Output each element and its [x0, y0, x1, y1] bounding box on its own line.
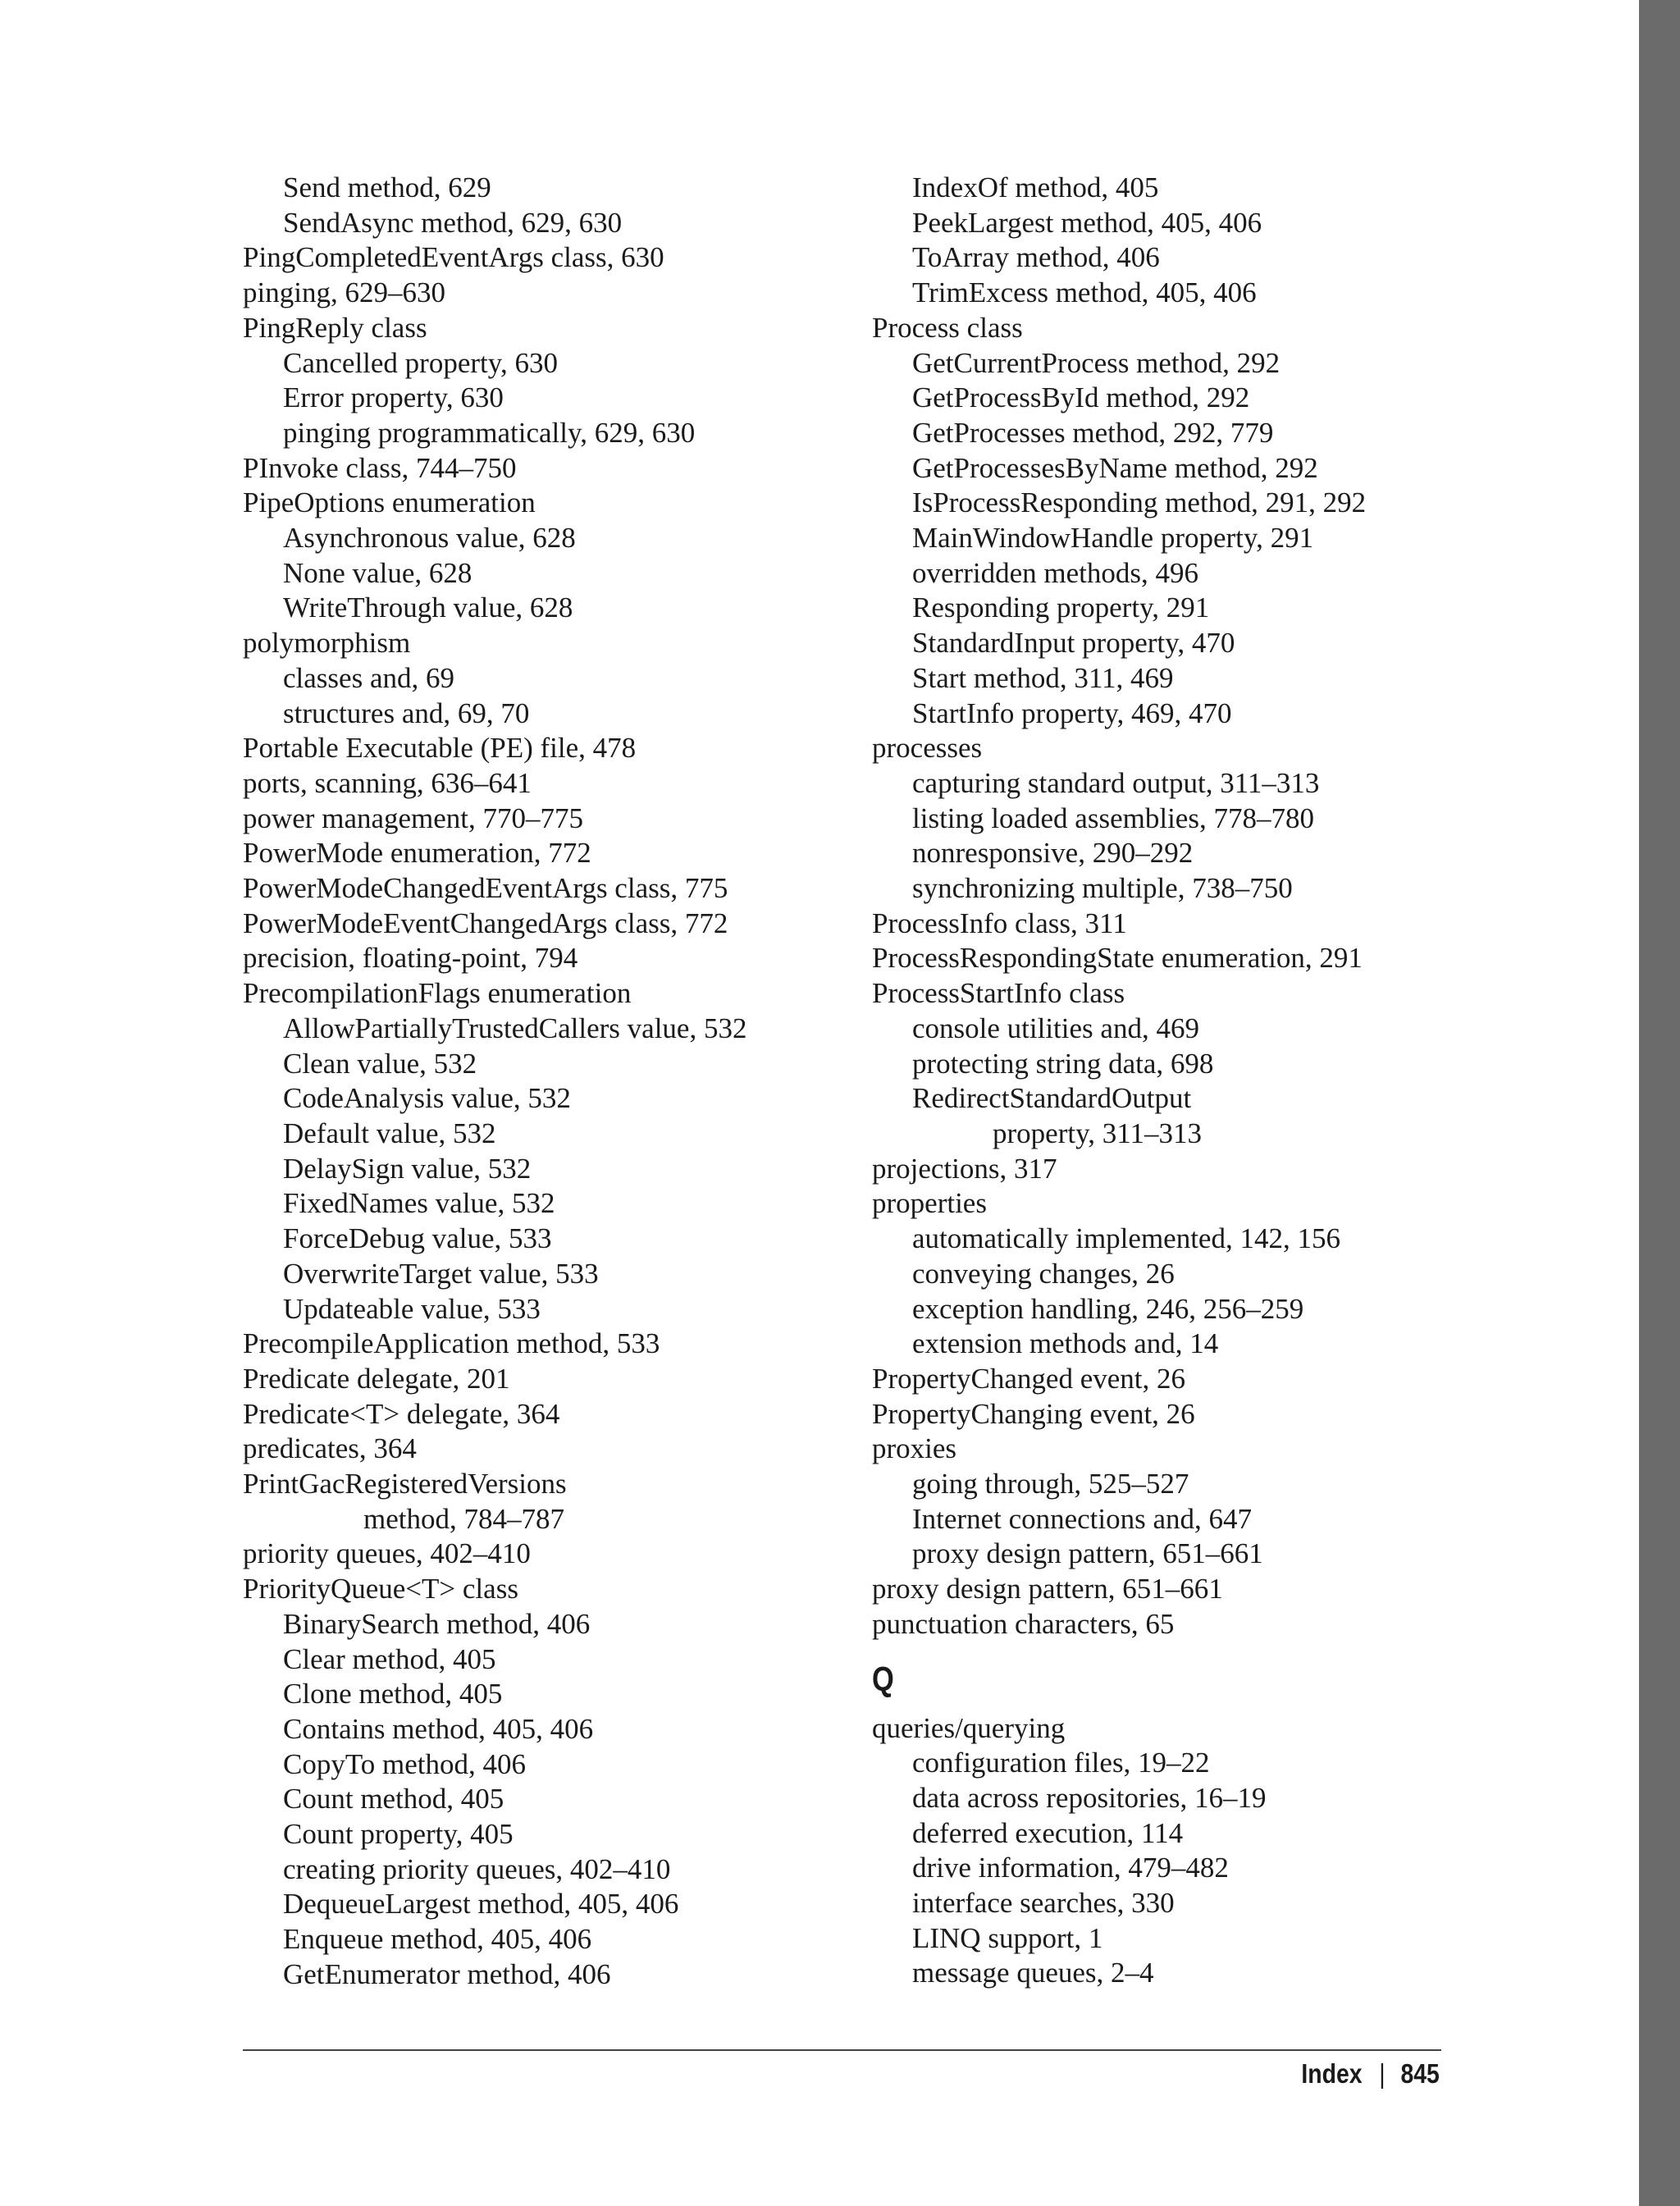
index-entry: ProcessInfo class, 311: [872, 907, 1127, 939]
index-subentry: message queues, 2–4: [912, 1957, 1154, 1989]
index-subentry: StartInfo property, 469, 470: [912, 697, 1232, 729]
index-entry: queries/querying: [872, 1711, 1066, 1744]
index-column-right: [872, 171, 1479, 1991]
index-subentry: OverwriteTarget value, 533: [283, 1257, 599, 1290]
index-entry: Predicate delegate, 201: [243, 1362, 510, 1395]
index-entries-q: [872, 1711, 1479, 1992]
index-entry: Portable Executable (PE) file, 478: [243, 732, 637, 765]
index-subentry: IndexOf method, 405: [912, 171, 1159, 203]
index-subentry: Default value, 532: [283, 1117, 496, 1149]
index-subentry: Clone method, 405: [283, 1678, 503, 1710]
index-entry: projections, 317: [872, 1152, 1057, 1185]
index-entry: pinging, 629–630: [243, 276, 445, 309]
index-entry: PowerModeChangedEventArgs class, 775: [243, 872, 728, 905]
index-column-left: [243, 171, 850, 1993]
footer-divider: [243, 2049, 1441, 2051]
index-entry: PipeOptions enumeration: [243, 486, 536, 519]
index-subentry: DequeueLargest method, 405, 406: [283, 1888, 679, 1921]
index-subentry: structures and, 69, 70: [283, 697, 530, 729]
index-subentry: Count method, 405: [283, 1783, 504, 1815]
index-subentry: drive information, 479–482: [912, 1852, 1229, 1884]
index-subentry: pinging programmatically, 629, 630: [283, 416, 696, 449]
index-subentry: protecting string data, 698: [912, 1047, 1214, 1080]
index-entry: PrecompilationFlags enumeration: [243, 977, 632, 1010]
index-entry: PowerModeEventChangedArgs class, 772: [243, 907, 728, 939]
index-entry: predicates, 364: [243, 1432, 417, 1465]
index-entry: priority queues, 402–410: [243, 1537, 531, 1570]
index-subentry: LINQ support, 1: [912, 1921, 1103, 1954]
index-subentry: DelaySign value, 532: [283, 1152, 532, 1185]
page-edge-bar: [1639, 0, 1680, 2206]
index-subentry: console utilities and, 469: [912, 1012, 1199, 1044]
index-subentry: Start method, 311, 469: [912, 661, 1174, 694]
index-entry: ProcessStartInfo class: [872, 977, 1125, 1010]
footer-section-label: Index: [1301, 2058, 1363, 2089]
index-subentry: method, 784–787: [363, 1502, 564, 1535]
index-subentry: MainWindowHandle property, 291: [912, 522, 1314, 555]
index-subentry: listing loaded assemblies, 778–780: [912, 802, 1314, 834]
index-subentry: WriteThrough value, 628: [283, 591, 573, 624]
index-subentry: synchronizing multiple, 738–750: [912, 872, 1293, 905]
index-subentry: Clear method, 405: [283, 1642, 496, 1675]
index-subentry: PeekLargest method, 405, 406: [912, 206, 1262, 239]
index-subentry: going through, 525–527: [912, 1468, 1189, 1500]
index-subentry: extension methods and, 14: [912, 1327, 1219, 1360]
index-subentry: Error property, 630: [283, 381, 504, 414]
index-subentry: Asynchronous value, 628: [283, 522, 576, 555]
index-subentry: Updateable value, 533: [283, 1292, 541, 1325]
index-subentry: creating priority queues, 402–410: [283, 1852, 671, 1885]
index-subentry: None value, 628: [283, 556, 472, 589]
index-subentry: interface searches, 330: [912, 1887, 1175, 1920]
index-subentry: FixedNames value, 532: [283, 1187, 555, 1220]
index-entries-p: [872, 171, 1479, 1642]
index-entry: proxies: [872, 1432, 957, 1465]
index-subentry: data across repositories, 16–19: [912, 1781, 1267, 1814]
index-subentry: Internet connections and, 647: [912, 1502, 1253, 1535]
page-number: 845: [1400, 2058, 1440, 2089]
index-entry: PropertyChanged event, 26: [872, 1362, 1185, 1395]
index-subentry: GetProcesses method, 292, 779: [912, 416, 1274, 449]
index-subentry: exception handling, 246, 256–259: [912, 1292, 1304, 1325]
index-subentry: Count property, 405: [283, 1818, 514, 1851]
index-subentry: SendAsync method, 629, 630: [283, 206, 623, 239]
index-subentry: classes and, 69: [283, 661, 454, 694]
index-entry: Predicate<T> delegate, 364: [243, 1397, 560, 1430]
index-subentry: ToArray method, 406: [912, 241, 1160, 274]
section-letter-heading: Q: [872, 1659, 894, 1698]
index-entry: PowerMode enumeration, 772: [243, 837, 591, 870]
index-subentry: GetCurrentProcess method, 292: [912, 346, 1281, 379]
index-subentry: conveying changes, 26: [912, 1257, 1175, 1290]
index-entry: ports, scanning, 636–641: [243, 766, 532, 799]
index-entry: Process class: [872, 311, 1023, 344]
index-entry: PrecompileApplication method, 533: [243, 1327, 660, 1360]
index-entry: punctuation characters, 65: [872, 1607, 1175, 1640]
index-subentry: Contains method, 405, 406: [283, 1712, 594, 1745]
index-entry: PrintGacRegisteredVersions: [243, 1468, 567, 1500]
index-subentry: nonresponsive, 290–292: [912, 837, 1194, 870]
index-entry: proxy design pattern, 651–661: [872, 1573, 1223, 1605]
index-subentry: Enqueue method, 405, 406: [283, 1923, 592, 1956]
index-subentry: automatically implemented, 142, 156: [912, 1222, 1340, 1255]
index-subentry: deferred execution, 114: [912, 1816, 1184, 1849]
index-subentry: StandardInput property, 470: [912, 627, 1235, 660]
index-entry: precision, floating-point, 794: [243, 942, 578, 975]
index-subentry: capturing standard output, 311–313: [912, 766, 1320, 799]
index-entry: PingCompletedEventArgs class, 630: [243, 241, 664, 274]
index-subentry: CodeAnalysis value, 532: [283, 1082, 571, 1115]
index-subentry: BinarySearch method, 406: [283, 1607, 591, 1640]
index-entry: properties: [872, 1187, 987, 1220]
index-entry: PingReply class: [243, 311, 427, 344]
index-subentry: CopyTo method, 406: [283, 1747, 527, 1780]
index-subentry: Responding property, 291: [912, 591, 1210, 624]
index-subentry: overridden methods, 496: [912, 556, 1198, 589]
index-entry: processes: [872, 732, 983, 765]
index-subentry: IsProcessResponding method, 291, 292: [912, 486, 1367, 519]
index-subentry: Clean value, 532: [283, 1047, 477, 1080]
index-subentry: GetEnumerator method, 406: [283, 1957, 611, 1990]
index-entry: PriorityQueue<T> class: [243, 1573, 518, 1605]
index-subentry: TrimExcess method, 405, 406: [912, 276, 1257, 309]
footer-separator: |: [1379, 2058, 1386, 2089]
index-entry: PInvoke class, 744–750: [243, 451, 517, 484]
index-subentry: property, 311–313: [993, 1117, 1202, 1149]
index-subentry: GetProcessById method, 292: [912, 381, 1250, 414]
index-subentry: AllowPartiallyTrustedCallers value, 532: [283, 1012, 747, 1044]
index-subentry: Send method, 629: [283, 171, 491, 203]
index-entry: ProcessRespondingState enumeration, 291: [872, 942, 1363, 975]
index-entry: power management, 770–775: [243, 802, 584, 834]
page-footer: [1302, 2058, 1440, 2090]
index-subentry: configuration files, 19–22: [912, 1747, 1210, 1779]
index-subentry: Cancelled property, 630: [283, 346, 558, 379]
index-subentry: GetProcessesByName method, 292: [912, 451, 1318, 484]
index-subentry: proxy design pattern, 651–661: [912, 1537, 1263, 1570]
index-entry: PropertyChanging event, 26: [872, 1397, 1195, 1430]
index-subentry: ForceDebug value, 533: [283, 1222, 552, 1255]
index-subentry: RedirectStandardOutput: [912, 1082, 1192, 1115]
index-entry: polymorphism: [243, 627, 411, 660]
